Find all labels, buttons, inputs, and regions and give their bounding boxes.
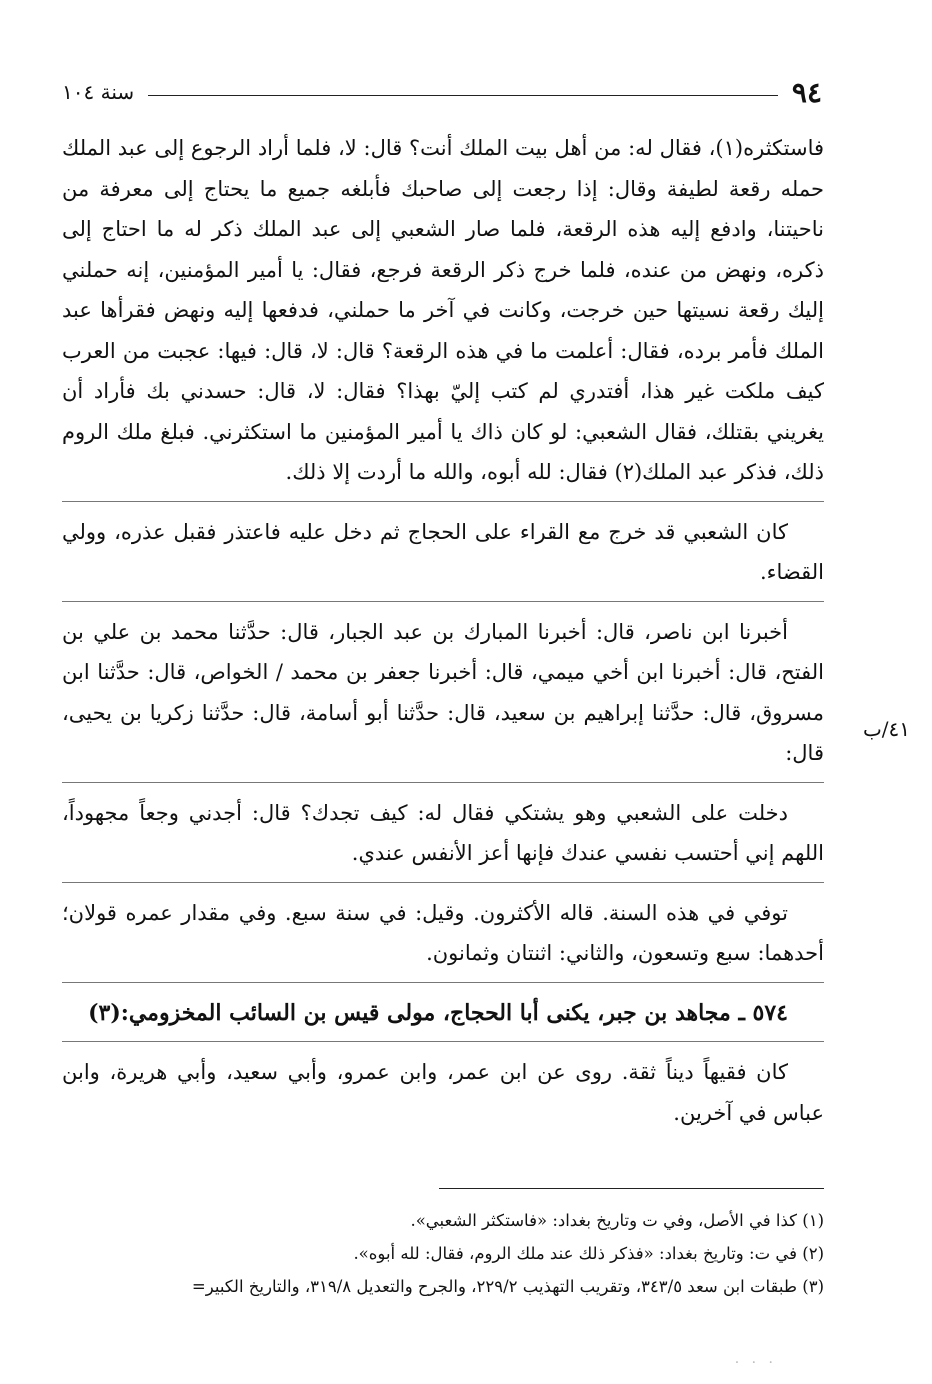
paragraph-story: فاستكثره(١)، فقال له: من أهل بيت الملك أنت؟ قال: لا، فلما أراد الرجوع إلى عبد الملك حمله رقعة لطيفة وقال: إذا رجعت إلى صاحبك فأبلغه جميع ما يحتاج إلى معرفة من ناحيتنا، وادفع إليه هذه الرقعة، فلما صار الشعبي إلى عبد الملك ذكر له ما احتاج إلى ذكره، ونهض من عنده، فلما خرج ذكر الرقعة فرجع، فقال: يا أمير المؤمنين، إنه حملني إليك رقعة نسيتها حين خرجت، وكانت في آخر ما حملني، فدفعها إليه ونهض فقرأها عبد الملك فأمر برده، فقال: أعلمت ما في هذه الرقعة؟ قال: لا، قال: فيها: عجبت من العرب كيف ملكت غير هذا، أفتدري لم كتب إليّ بهذا؟ فقال: لا، قال: حسدني بك فأراد أن يغريني بقتلك، فقال الشعبي: لو كان ذاك يا أمير المؤمنين ما استكثرني. فبلغ ملك الروم ذلك، فذكر عبد الملك(٢) فقال: لله أبوه، والله ما أردت إلا ذلك.: [62, 136, 825, 484]
running-year: سنة ١٠٤: [62, 80, 135, 104]
paragraph-death: توفي في هذه السنة. قاله الأكثرون. وقيل: في سنة سبع. وفي مقدار عمره قولان؛ أحدهما: سبع وتسعون، والثاني: اثنتان وثمانون.: [62, 900, 824, 965]
header-rule: [148, 95, 778, 96]
page-header: [62, 72, 822, 112]
paragraph-mujahid: كان فقيهاً ديناً ثقة. روى عن ابن عمر، وابن عمرو، وأبي سعيد، وأبي هريرة، وابن عباس في آخرين.: [62, 1060, 824, 1125]
paragraph-illness: دخلت على الشعبي وهو يشتكي فقال له: كيف تجدك؟ قال: أجدني وجعاً مجهوداً، اللهم إني أحتسب نفسي عندك فإنها أعز الأنفس عندي.: [62, 800, 824, 865]
scan-speck: · · ·: [734, 1355, 777, 1371]
biography-heading: ٥٧٤ ـ مجاهد بن جبر، يكنى أبا الحجاج، مولى قيس بن السائب المخزومي:(٣): [88, 999, 788, 1026]
footnotes: [62, 1204, 824, 1303]
paragraph-separator: [62, 1041, 824, 1042]
footnote-3: (٣) طبقات ابن سعد ٣٤٣/٥، وتقريب التهذيب ٢٢٩/٢، والجرح والتعديل ٣١٩/٨، والتاريخ الكبير=: [191, 1277, 824, 1296]
manuscript-folio-note: ٤١/ب: [862, 717, 910, 741]
main-text: [62, 128, 824, 1133]
footnote-1: (١) كذا في الأصل، وفي ت وتاريخ بغداد: «فاستكثر الشعبي».: [410, 1211, 824, 1230]
paragraph-separator: [62, 982, 824, 983]
footnote-divider: [439, 1188, 824, 1189]
paragraph-separator: [62, 782, 824, 783]
page-number: ٩٤: [791, 75, 822, 109]
paragraph-isnad: أخبرنا ابن ناصر، قال: أخبرنا المبارك بن عبد الجبار، قال: حدَّثنا محمد بن علي بن الفتح، قال: أخبرنا ابن أخي ميمي، قال: أخبرنا جعفر بن محمد / الخواص، قال: حدَّثنا ابن مسروق، قال: حدَّثنا إبراهيم بن سعيد، قال: حدَّثنا أبو أسامة، قال: حدَّثنا زكريا بن يحيى، قال:: [62, 619, 824, 765]
paragraph-separator: [62, 882, 824, 883]
footnote-2: (٢) في ت: وتاريخ بغداد: «فذكر ذلك عند ملك الروم، فقال: لله أبوه».: [353, 1244, 824, 1263]
paragraph-separator: [62, 601, 824, 602]
paragraph-judgeship: كان الشعبي قد خرج مع القراء على الحجاج ثم دخل عليه فاعتذر فقبل عذره، وولي القضاء.: [62, 519, 824, 584]
paragraph-separator: [62, 501, 824, 502]
